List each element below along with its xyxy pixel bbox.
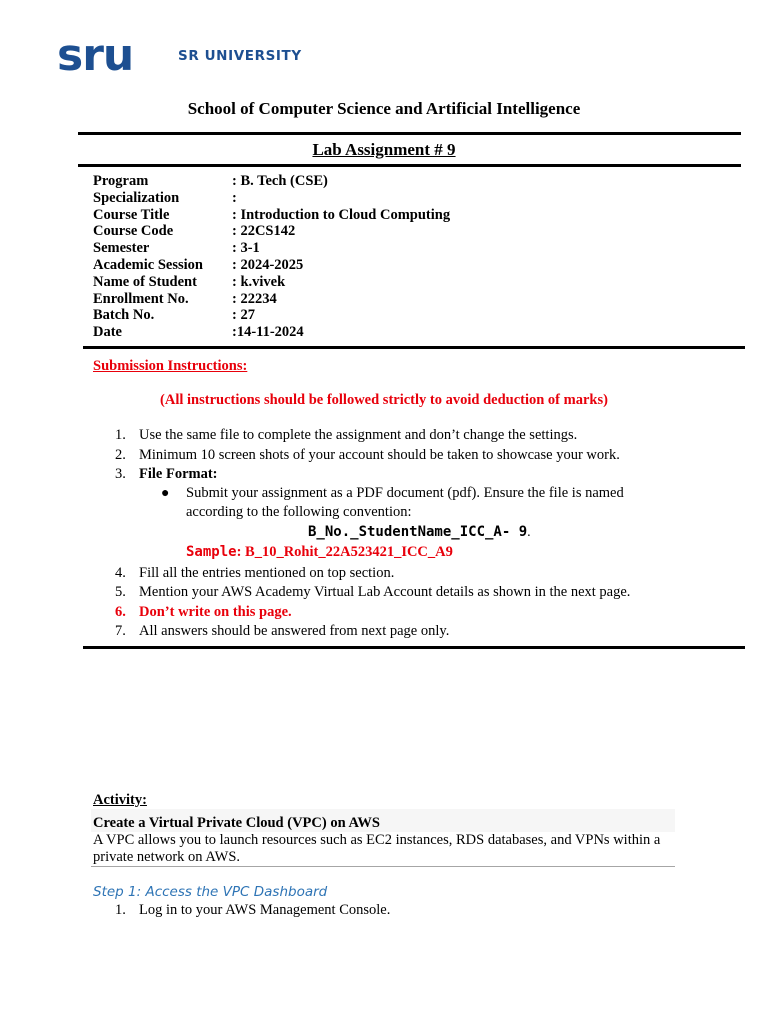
- info-row-batch: [93, 307, 450, 324]
- sample-value: : B_10_Rohit_22A523421_ICC_A9: [236, 544, 453, 560]
- instruction-number: 3.: [115, 466, 126, 482]
- file-format-bullet: [186, 484, 686, 522]
- university-name: SR UNIVERSITY: [178, 48, 302, 64]
- lab-assignment-title: Lab Assignment # 9: [312, 140, 456, 159]
- info-label: Course Code: [93, 223, 174, 240]
- info-value: : B. Tech (CSE): [232, 173, 328, 189]
- info-row-program: [93, 173, 450, 190]
- info-value: : 22CS142: [232, 223, 296, 240]
- info-label: Name of Student: [93, 273, 197, 290]
- instruction-item: [0, 564, 768, 584]
- bullet-line: according to the following convention:: [186, 504, 412, 520]
- info-row-date: [93, 324, 450, 341]
- submission-note: (All instructions should be followed strictly to avoid deduction of marks): [160, 392, 608, 408]
- instruction-item-warning: [0, 603, 768, 623]
- info-label: Course Title: [93, 206, 170, 223]
- bullet-icon: ●: [161, 486, 170, 501]
- instruction-number: 4.: [115, 565, 126, 581]
- info-row-academic-session: [93, 257, 450, 274]
- convention-text: B_No._StudentName_ICC_A- 9: [308, 524, 528, 540]
- instruction-number: 7.: [115, 623, 126, 639]
- info-value: :: [232, 189, 237, 206]
- info-value: : 3-1: [232, 240, 260, 257]
- info-value: : 2024-2025: [232, 256, 304, 273]
- info-label: Semester: [93, 240, 150, 257]
- info-label: Academic Session: [93, 256, 203, 273]
- info-value: : Introduction to Cloud Computing: [232, 206, 451, 223]
- instruction-number: 1.: [115, 427, 126, 443]
- activity-description: A VPC allows you to launch resources such as EC2 instances, RDS databases, and VPNs within a private network on AWS.: [93, 832, 661, 865]
- activity-title: Create a Virtual Private Cloud (VPC) on AWS: [93, 815, 380, 831]
- info-row-course-code: [93, 223, 450, 240]
- info-row-student-name: [93, 274, 450, 291]
- instruction-text: Minimum 10 screen shots of your account should be taken to showcase your work.: [139, 447, 620, 463]
- info-label: Program: [93, 173, 149, 189]
- info-label: Date: [93, 324, 122, 341]
- school-title: School of Computer Science and Artificial Intelligence: [187, 99, 581, 118]
- step-item: [0, 901, 768, 921]
- step-text: Log in to your AWS Management Console.: [139, 902, 391, 918]
- instructions-divider: [83, 646, 745, 649]
- instruction-text: Don’t write on this page.: [139, 604, 292, 620]
- instruction-item: [0, 446, 768, 466]
- instruction-item: [0, 622, 768, 642]
- instruction-text: All answers should be answered from next page only.: [139, 623, 450, 639]
- university-logo-mark: sru: [57, 30, 134, 81]
- instruction-number: 5.: [115, 584, 126, 600]
- activity-label: Activity:: [93, 792, 147, 808]
- info-value: : k.vivek: [232, 273, 286, 290]
- info-label: Enrollment No.: [93, 290, 189, 307]
- title-divider: [78, 164, 741, 167]
- sample-label: Sample: [186, 544, 237, 560]
- step-number: 1.: [115, 902, 126, 918]
- student-info-table: [93, 173, 450, 341]
- instruction-number: 2.: [115, 447, 126, 463]
- instruction-text: Use the same file to complete the assignment and don’t change the settings.: [139, 427, 578, 443]
- info-value: : 22234: [232, 290, 277, 307]
- bullet-line: Submit your assignment as a PDF document (pdf). Ensure the file is named: [186, 485, 624, 501]
- instruction-text: File Format:: [139, 466, 218, 482]
- info-row-semester: [93, 240, 450, 257]
- info-value: :14-11-2024: [232, 324, 304, 341]
- instruction-item: [0, 465, 768, 485]
- naming-convention: [308, 524, 531, 541]
- instruction-number: 6.: [115, 604, 126, 620]
- sample-filename: [186, 544, 453, 561]
- instruction-item: [0, 583, 768, 603]
- info-row-specialization: [93, 190, 450, 207]
- convention-suffix: .: [527, 525, 531, 540]
- info-label: Batch No.: [93, 307, 155, 324]
- info-label: Specialization: [93, 189, 180, 206]
- info-divider: [83, 346, 745, 349]
- submission-heading: Submission Instructions:: [93, 358, 248, 374]
- instruction-text: Fill all the entries mentioned on top section.: [139, 565, 395, 581]
- step-heading: Step 1: Access the VPC Dashboard: [93, 884, 328, 900]
- instruction-item: [0, 426, 768, 446]
- top-divider: [78, 132, 741, 135]
- info-row-enrollment: [93, 291, 450, 308]
- instruction-text: Mention your AWS Academy Virtual Lab Account details as shown in the next page.: [139, 584, 631, 600]
- activity-divider: [91, 866, 675, 867]
- info-row-course-title: [93, 207, 450, 224]
- info-value: : 27: [232, 307, 255, 324]
